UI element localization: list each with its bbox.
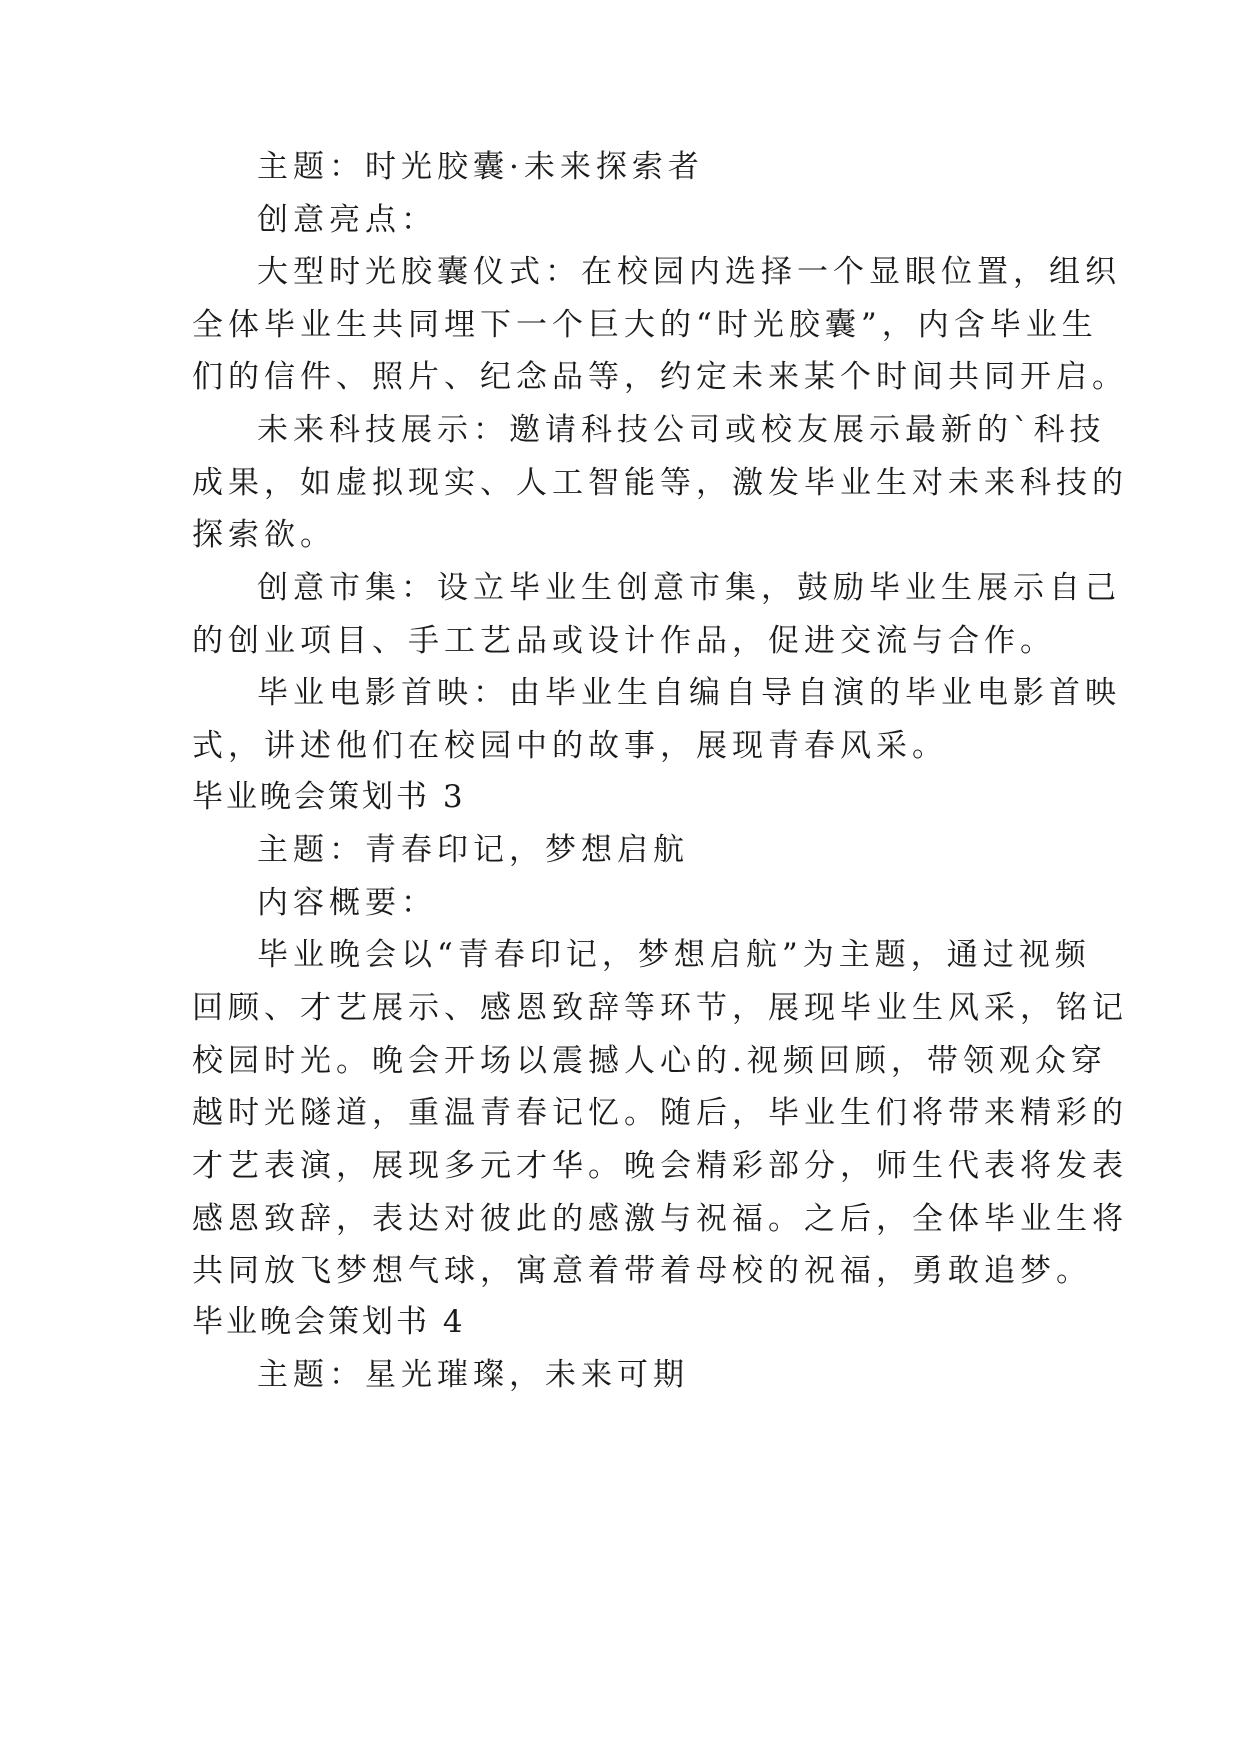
section-3-summary-label: 内容概要： — [257, 885, 437, 921]
paragraph-line: 探索欲。 — [192, 517, 336, 553]
paragraph-line: 创意市集：设立毕业生创意市集，鼓励毕业生展示自己 — [257, 570, 1121, 606]
section-2-theme: 主题：时光胶囊·未来探索者 — [257, 149, 704, 185]
section-4-theme: 主题：星光璀璨，未来可期 — [257, 1357, 689, 1393]
paragraph-line: 回顾、才艺展示、感恩致辞等环节，展现毕业生风采，铭记 — [192, 990, 1128, 1026]
paragraph-line: 毕业晚会以“青春印记，梦想启航”为主题，通过视频 — [257, 937, 1091, 973]
paragraph-line: 才艺表演，展现多元才华。晚会精彩部分，师生代表将发表 — [192, 1148, 1128, 1184]
section-3-theme: 主题：青春印记，梦想启航 — [257, 832, 689, 868]
paragraph-line: 越时光隧道，重温青春记忆。随后，毕业生们将带来精彩的 — [192, 1095, 1128, 1131]
paragraph-line: 式，讲述他们在校园中的故事，展现青春风采。 — [192, 728, 948, 764]
paragraph-line: 感恩致辞，表达对彼此的感激与祝福。之后，全体毕业生将 — [192, 1201, 1128, 1237]
paragraph-line: 的创业项目、手工艺品或设计作品，促进交流与合作。 — [192, 623, 1056, 659]
paragraph-line: 全体毕业生共同埋下一个巨大的“时光胶囊”，内含毕业生 — [192, 307, 1098, 343]
paragraph-line: 成果，如虚拟现实、人工智能等，激发毕业生对未来科技的 — [192, 465, 1128, 501]
section-3-title: 毕业晚会策划书 3 — [192, 779, 466, 815]
paragraph-line: 校园时光。晚会开场以震撼人心的.视频回顾，带领观众穿 — [192, 1043, 1107, 1079]
section-2-highlights-label: 创意亮点： — [257, 202, 437, 238]
paragraph-line: 大型时光胶囊仪式：在校园内选择一个显眼位置，组织 — [257, 254, 1121, 290]
paragraph-line: 未来科技展示：邀请科技公司或校友展示最新的`科技 — [257, 412, 1106, 448]
paragraph-line: 共同放飞梦想气球，寓意着带着母校的祝福，勇敢追梦。 — [192, 1253, 1092, 1289]
paragraph-line: 毕业电影首映：由毕业生自编自导自演的毕业电影首映 — [257, 675, 1121, 711]
paragraph-line: 们的信件、照片、纪念品等，约定未来某个时间共同开启。 — [192, 359, 1128, 395]
section-4-title: 毕业晚会策划书 4 — [192, 1304, 466, 1340]
